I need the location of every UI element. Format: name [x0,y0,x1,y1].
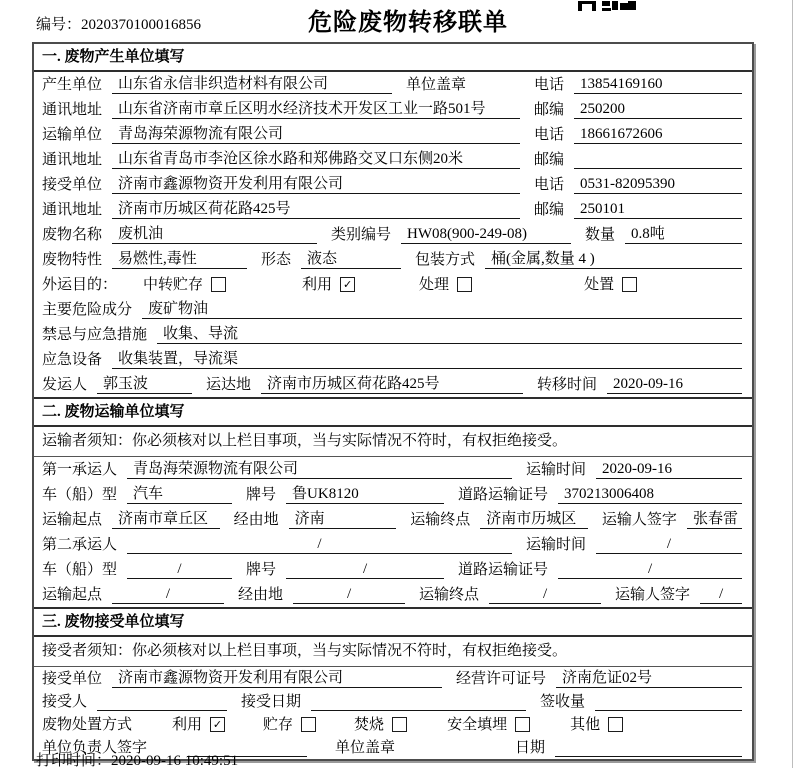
print-time-line [36,749,238,770]
disposal-storage-checkbox [301,717,316,732]
date-value [555,738,742,757]
producer-address-label: 通讯地址 [42,102,103,118]
print-time-label: 打印时间： [36,753,112,769]
consignor-label: 发运人 [42,377,88,393]
manifest-form-table [32,42,754,761]
utilize-checkbox: ✓ [340,277,355,292]
option-disposal-utilize [172,716,225,734]
emergency-equipment-label: 应急设备 [42,352,103,368]
producer-phone-label: 电话 [533,77,564,93]
producer-zip-label: 邮编 [533,102,564,118]
category-code-label: 类别编号 [331,227,392,243]
endpoint1-value: 济南市历城区 [480,510,588,529]
precaution-value: 收集、导流 [157,325,742,344]
receiver-notice: 接受者须知：你必须核对以上栏目事项，当与实际情况不符时，有权拒绝接受。 [34,637,752,667]
quantity-label: 数量 [585,227,616,243]
second-carrier-label: 第二承运人 [42,537,118,553]
option-disposal-utilize-label: 利用 [172,717,203,733]
consignor-value: 郭玉波 [97,375,192,394]
transporter-zip-label: 邮编 [533,152,564,168]
disposal-other-checkbox [608,717,623,732]
producer-phone-group [520,75,742,94]
producer-zip-value: 250200 [574,100,742,119]
road-permit1-label: 道路运输证号 [458,487,549,503]
license-value: 济南危证02号 [556,669,742,688]
first-carrier-label: 第一承运人 [42,462,118,478]
form-state-value: 液态 [301,250,401,269]
carrier-sign1-label: 运输人签字 [601,512,677,528]
waste-property-value: 易燃性,毒性 [112,250,247,269]
producer-unit-row [34,72,752,97]
unit-seal2-label: 单位盖章 [335,740,396,756]
section-producer [34,44,752,397]
accept-unit-value: 济南市鑫源物资开发利用有限公司 [112,669,442,688]
receiver-unit-label: 接受单位 [42,177,103,193]
transfer-purpose-label: 外运目的： [42,277,118,293]
option-dispose-label: 处置 [584,277,615,293]
carrier-sign1-value: 张春雷 [687,510,742,529]
precaution-row [34,322,752,347]
page-title: 危险废物转移联单 [308,10,508,36]
disposal-landfill-checkbox [515,717,530,732]
option-utilize [302,276,355,294]
endpoint2-label: 运输终点 [419,587,480,603]
vehicle1-type-label: 车（船）型 [42,487,118,503]
origin2-value: / [112,585,224,604]
vehicle1-type-value: 汽车 [127,485,232,504]
emergency-equipment-row [34,347,752,372]
option-disposal-incinerate-label: 焚烧 [354,717,385,733]
via1-label: 经由地 [233,512,279,528]
responsible-signature-label: 单位负责人签字 [42,740,148,756]
first-carrier-row [34,457,752,482]
transporter-phone-label: 电话 [533,127,564,143]
serial-number: 2020370100016856 [81,17,202,33]
page-edge-line [792,0,793,768]
disposal-method-label: 废物处置方式 [42,717,133,733]
serial-label: 编号： [36,17,82,33]
acceptor-value [97,692,227,711]
waste-name-value: 废机油 [112,225,317,244]
producer-address-row [34,97,752,122]
road-permit1-value: 370213006408 [558,485,742,504]
license-label: 经营许可证号 [456,671,547,687]
consignor-row [34,372,752,397]
print-time-value: 2020-09-16 10:49:51 [111,753,239,769]
receiver-address-row [34,197,752,222]
destination-value: 济南市历城区荷花路425号 [261,375,523,394]
plate1-label: 牌号 [246,487,277,503]
plate2-label: 牌号 [246,562,277,578]
packaging-label: 包装方式 [415,252,476,268]
unit-seal-label: 单位盖章 [406,77,467,93]
waste-name-label: 废物名称 [42,227,103,243]
option-disposal-storage-label: 贮存 [263,717,294,733]
receiver-phone-value: 0531-82095390 [574,175,742,194]
option-disposal-other [570,716,623,734]
transporter-address-label: 通讯地址 [42,152,103,168]
endpoint1-label: 运输终点 [410,512,471,528]
via2-value: / [293,585,405,604]
producer-unit-value: 山东省永信非织造材料有限公司 [112,75,392,94]
transport-time1-label: 运输时间 [526,462,587,478]
transit-storage-checkbox [211,277,226,292]
document-header [0,0,796,42]
receiver-unit-value: 济南市鑫源物资开发利用有限公司 [112,175,520,194]
acceptor-label: 接受人 [42,694,88,710]
option-dispose [584,276,637,294]
section-receiver-title: 三. 废物接受单位填写 [34,607,752,637]
receiver-address-label: 通讯地址 [42,202,103,218]
disposal-method-row [34,713,752,736]
second-carrier-row [34,532,752,557]
producer-phone-value: 13854169160 [574,75,742,94]
transfer-time-value: 2020-09-16 [607,375,742,394]
origin2-label: 运输起点 [42,587,103,603]
transporter-address-row [34,147,752,172]
option-transit-storage-label: 中转贮存 [143,277,204,293]
accept-unit-row [34,667,752,690]
emergency-equipment-value: 收集装置，导流渠 [112,350,742,369]
option-disposal-landfill [447,716,530,734]
transport-time2-value: / [596,535,742,554]
transporter-zip-value [574,150,742,169]
date-label: 日期 [515,740,546,756]
vehicle2-row [34,557,752,582]
treat-checkbox [457,277,472,292]
section-transporter [34,397,752,607]
destination-label: 运达地 [206,377,252,393]
waste-property-row [34,247,752,272]
producer-unit-label: 产生单位 [42,77,103,93]
disposal-utilize-checkbox: ✓ [210,717,225,732]
transport-time1-value: 2020-09-16 [596,460,742,479]
transfer-time-label: 转移时间 [537,377,598,393]
serial-number-line [36,13,201,34]
form-state-label: 形态 [261,252,292,268]
option-utilize-label: 利用 [302,277,333,293]
origin1-label: 运输起点 [42,512,103,528]
plate2-value: / [286,560,444,579]
origin1-value: 济南市章丘区 [112,510,220,529]
accept-unit-label: 接受单位 [42,671,103,687]
carrier-sign2-value: / [700,585,742,604]
vehicle1-row [34,482,752,507]
waste-property-label: 废物特性 [42,252,103,268]
route2-row [34,582,752,607]
hazard-component-row [34,297,752,322]
qr-code-fragment-icon [578,0,642,17]
accept-date-value [311,692,526,711]
section-producer-title: 一. 废物产生单位填写 [34,44,752,72]
road-permit2-value: / [558,560,742,579]
producer-address-value: 山东省济南市章丘区明水经济技术开发区工业一路501号 [112,100,520,119]
received-amount-label: 签收量 [540,694,586,710]
plate1-value: 鲁UK8120 [286,485,444,504]
option-treat-label: 处理 [419,277,450,293]
section-receiver [34,607,752,759]
received-amount-value [595,692,742,711]
transporter-phone-value: 18661672606 [574,125,742,144]
carrier-notice: 运输者须知：你必须核对以上栏目事项，当与实际情况不符时，有权拒绝接受。 [34,427,752,457]
transfer-purpose-row [34,272,752,297]
road-permit2-label: 道路运输证号 [458,562,549,578]
transporter-unit-label: 运输单位 [42,127,103,143]
transporter-unit-value: 青岛海荣源物流有限公司 [112,125,520,144]
accept-date-label: 接受日期 [241,694,302,710]
option-treat [419,276,472,294]
transport-time2-label: 运输时间 [526,537,587,553]
option-disposal-landfill-label: 安全填埋 [447,717,508,733]
option-disposal-other-label: 其他 [570,717,601,733]
section-transporter-title: 二. 废物运输单位填写 [34,397,752,427]
carrier-sign2-label: 运输人签字 [615,587,691,603]
category-code-value: HW08(900-249-08) [401,225,571,244]
receiver-phone-label: 电话 [533,177,564,193]
first-carrier-value: 青岛海荣源物流有限公司 [127,460,512,479]
receiver-zip-label: 邮编 [533,202,564,218]
transporter-unit-row [34,122,752,147]
second-carrier-value: / [127,535,512,554]
hazard-component-value: 废矿物油 [142,300,742,319]
endpoint2-value: / [489,585,601,604]
vehicle2-type-value: / [127,560,232,579]
option-disposal-storage [263,716,316,734]
waste-name-row [34,222,752,247]
option-disposal-incinerate [354,716,407,734]
option-transit-storage [143,276,226,294]
vehicle2-type-label: 车（船）型 [42,562,118,578]
via2-label: 经由地 [238,587,284,603]
dispose-checkbox [622,277,637,292]
precaution-label: 禁忌与应急措施 [42,327,148,343]
route1-row [34,507,752,532]
transporter-address-value: 山东省青岛市李沧区徐水路和郑佛路交叉口东侧20米 [112,150,520,169]
disposal-incinerate-checkbox [392,717,407,732]
receiver-unit-row [34,172,752,197]
receiver-address-value: 济南市历城区荷花路425号 [112,200,520,219]
acceptor-row [34,690,752,713]
receiver-zip-value: 250101 [574,200,742,219]
via1-value: 济南 [289,510,397,529]
hazard-component-label: 主要危险成分 [42,302,133,318]
packaging-value: 桶(金属,数量 4 ) [485,250,742,269]
quantity-value: 0.8吨 [625,225,742,244]
